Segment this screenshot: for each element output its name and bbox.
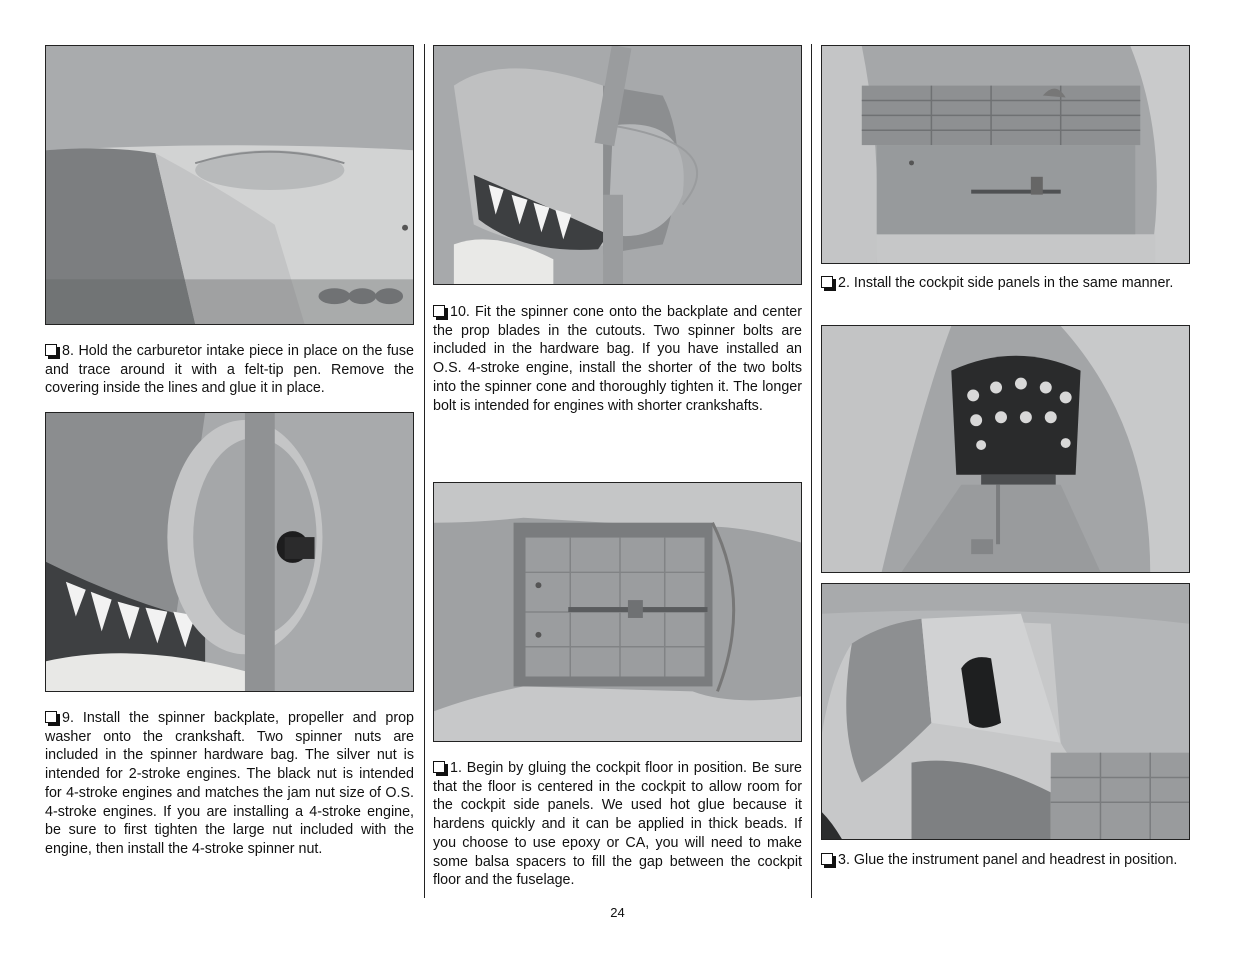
- page-number: 24: [610, 905, 625, 920]
- checkbox-icon[interactable]: [433, 305, 445, 317]
- photo-spinner-backplate: [45, 412, 414, 692]
- photo-cockpit-side-panels: [821, 45, 1190, 264]
- checkbox-icon[interactable]: [821, 853, 833, 865]
- checkbox-icon[interactable]: [45, 344, 57, 356]
- step-8-text: 8. Hold the carburetor intake piece in place on the fuse and trace around it with a felt-tip pen. Remove the covering inside the lines and glue it in place.: [45, 343, 414, 397]
- cockpit-step-1-text: 1. Begin by gluing the cockpit floor in position. Be sure that the floor is centered in the cockpit to allow room for the cockpit side panels. We used hot glue because it hardens quickly and it can be applied in thick beads. If you choose to use epoxy or CA, you will need to make some balsa spacers to fill the gap between the cockpit floor and the fuselage.: [433, 760, 802, 889]
- cockpit-step-3-text: 3. Glue the instrument panel and headrest in position.: [821, 851, 1190, 870]
- photo-headrest: [821, 583, 1190, 840]
- checkbox-icon[interactable]: [433, 761, 445, 773]
- column-divider-1: [424, 44, 425, 898]
- step-10-text: 10. Fit the spinner cone onto the backplate and center the prop blades in the cutouts. Two spinner bolts are included in the hardware bag. If you have installed an O.S. 4-stroke engine, install the shorter of the two bolts into the spinner cone and thoroughly tighten it. The longer bolt is intended for engines with shorter crankshafts.: [433, 304, 802, 414]
- step-9-text: 9. Install the spinner backplate, propeller and prop washer onto the crankshaft. Two spinner nuts are included in the spinner hardware bag. The silver nut is intended for 2-stroke engines. The black nut is intended for 4-stroke engines and matches the jam nut size of O.S. 4-stroke engines. If you are installing a 4-stroke engine, be sure to first tighten the large nut included with the engine, then install the 4-stroke spinner nut.: [45, 710, 414, 857]
- photo-cockpit-floor: [433, 482, 802, 742]
- photo-carburetor-intake: [45, 45, 414, 325]
- photo-instrument-panel: [821, 325, 1190, 573]
- cockpit-step-2-text: 2. Install the cockpit side panels in the same manner.: [821, 274, 1190, 293]
- photo-spinner-cone: [433, 45, 802, 285]
- checkbox-icon[interactable]: [821, 276, 833, 288]
- checkbox-icon[interactable]: [45, 711, 57, 723]
- column-divider-2: [811, 44, 812, 898]
